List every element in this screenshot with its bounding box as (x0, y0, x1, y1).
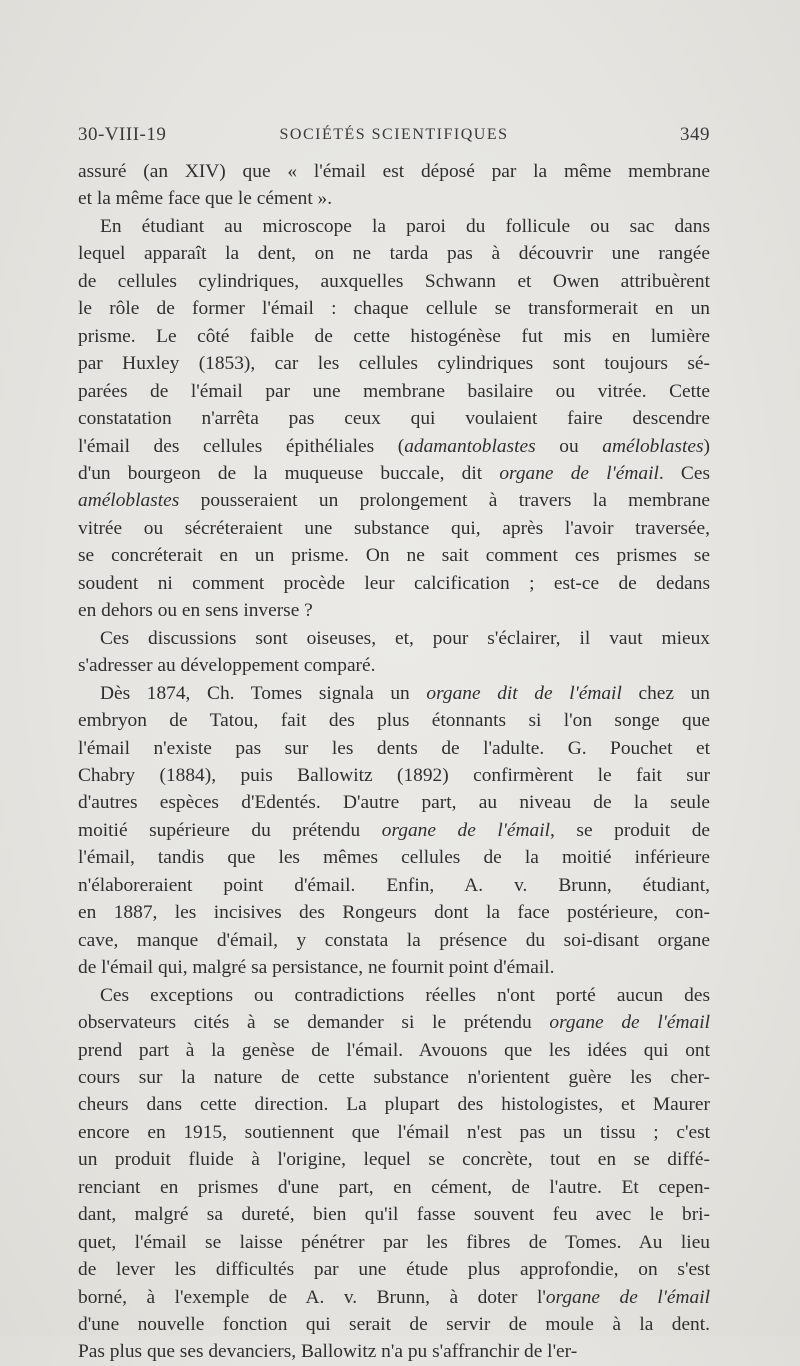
paragraph (78, 213, 710, 625)
text-line: l'émail, tandis que les mêmes cellules de la moitié inférieure (78, 847, 710, 869)
text-line: lequel apparaît la dent, on ne tarda pas à découvrir une rangée (78, 243, 710, 265)
text-line: de lever les difficultés par une étude plus approfondie, on s'est (78, 1259, 710, 1281)
text-line: cave, manque d'émail, y constata la présence du soi-disant organe (78, 929, 710, 951)
text-line: le rôle de former l'émail : chaque cellule se transformerait en un (78, 298, 710, 320)
text-line: Dès 1874, Ch. Tomes signala un organe dit de l'émail chez un (100, 682, 710, 704)
body-text (78, 158, 710, 1366)
text-line: en dehors ou en sens inverse ? (78, 600, 313, 622)
text-line: assuré (an XIV) que « l'émail est déposé par la même membrane (78, 161, 710, 182)
text-line: en 1887, les incisives des Rongeurs dont la face postérieure, con- (78, 902, 710, 924)
text-line: moitié supérieure du prétendu organe de l'émail, se produit de (78, 819, 711, 841)
text-line: s'adresser au développement comparé. (78, 655, 376, 677)
text-line: de l'émail qui, malgré sa persistance, ne fournit point d'émail. (78, 957, 555, 979)
text-line: un produit fluide à l'origine, lequel se concrète, tout en se diffé- (78, 1149, 710, 1171)
text-line: dant, malgré sa dureté, bien qu'il fasse souvent feu avec le bri- (78, 1204, 710, 1226)
paragraph (78, 982, 710, 1366)
text-line: d'un bourgeon de la muqueuse buccale, dit organe de l'émail. Ces (78, 462, 710, 484)
text-line: vitrée ou sécréteraient une substance qui, après l'avoir traversée, (78, 517, 710, 539)
text-line: borné, à l'exemple de A. v. Brunn, à doter l'organe de l'émail (78, 1286, 710, 1308)
text-line: quet, l'émail se laisse pénétrer par les fibres de Tomes. Au lieu (78, 1231, 710, 1253)
text-line: soudent ni comment procède leur calcification ; est-ce de dedans (78, 572, 710, 594)
text-line: l'émail des cellules épithéliales (adamantoblastes ou améloblastes) (78, 435, 710, 457)
text-line: n'élaboreraient point d'émail. Enfin, A. v. Brunn, étudiant, (78, 874, 710, 896)
text-line: Chabry (1884), puis Ballowitz (1892) confirmèrent le fait sur (78, 764, 710, 786)
page (78, 124, 710, 1366)
text-line: et la même face que le cément ». (78, 188, 333, 210)
text-line: En étudiant au microscope la paroi du follicule ou sac dans (100, 215, 710, 237)
text-line: cheurs dans cette direction. La plupart des histologistes, et Maurer (78, 1094, 710, 1116)
text-line: constatation n'arrêta pas ceux qui voulaient faire descendre (78, 408, 710, 430)
text-line: par Huxley (1853), car les cellules cylindriques sont toujours sé- (78, 353, 710, 375)
text-line: embryon de Tatou, fait des plus étonnants si l'on songe que (78, 710, 710, 732)
text-line: prisme. Le côté faible de cette histogénèse fut mis en lumière (78, 325, 710, 347)
text-line: Ces discussions sont oiseuses, et, pour s'éclairer, il vaut mieux (100, 627, 710, 649)
paragraph (78, 158, 710, 213)
paragraph (78, 680, 710, 982)
text-line: d'autres espèces d'Edentés. D'autre part, au niveau de la seule (78, 792, 710, 814)
header-title: SOCIÉTÉS SCIENTIFIQUES (279, 126, 509, 143)
text-line: cours sur la nature de cette substance n'orientent guère les cher- (78, 1066, 710, 1088)
text-line: d'une nouvelle fonction qui serait de servir de moule à la dent. (78, 1314, 710, 1336)
text-line: l'émail n'existe pas sur les dents de l'adulte. G. Pouchet et (78, 737, 710, 759)
header-date: 30-VIII-19 (78, 124, 167, 145)
text-line: observateurs cités à se demander si le prétendu organe de l'émail (78, 1012, 711, 1034)
page-number: 349 (680, 124, 710, 145)
text-line: de cellules cylindriques, auxquelles Schwann et Owen attribuèrent (78, 270, 710, 292)
text-line: Pas plus que ses devanciers, Ballowitz n'a pu s'affranchir de l'er- (78, 1341, 578, 1363)
paragraph (78, 625, 710, 680)
text-line: prend part à la genèse de l'émail. Avouons que les idées qui ont (78, 1039, 710, 1061)
text-line: parées de l'émail par une membrane basilaire ou vitrée. Cette (78, 380, 710, 402)
text-line: améloblastes pousseraient un prolongement à travers la membrane (78, 490, 710, 512)
text-line: renciant en prismes d'une part, en cément, de l'autre. Et cepen- (78, 1176, 710, 1198)
text-line: Ces exceptions ou contradictions réelles n'ont porté aucun des (100, 984, 710, 1006)
running-header (78, 124, 710, 158)
text-line: se concréterait en un prisme. On ne sait comment ces prismes se (78, 545, 710, 567)
text-line: encore en 1915, soutiennent que l'émail n'est pas un tissu ; c'est (78, 1121, 710, 1143)
